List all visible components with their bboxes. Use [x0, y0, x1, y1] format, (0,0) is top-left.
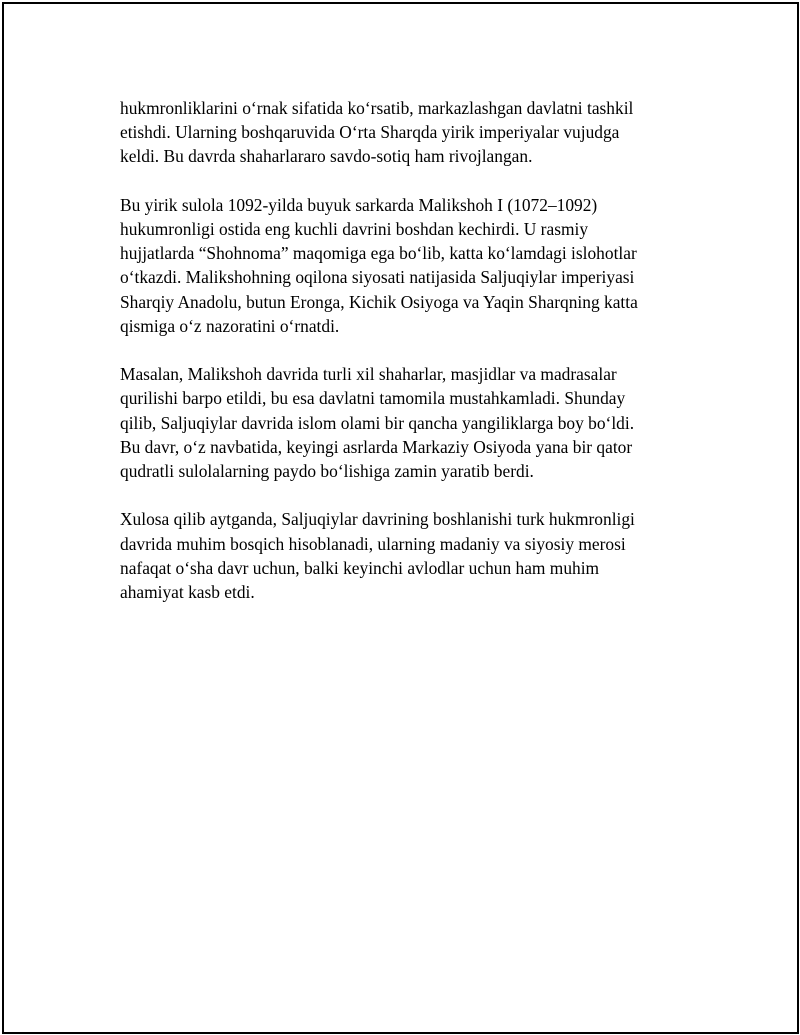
paragraph-4	[120, 507, 680, 604]
text-line: hukmronliklarini oʻrnak sifatida koʻrsatib, markazlashgan davlatni tashkil	[120, 98, 634, 118]
text-line: qismiga oʻz nazoratini oʻrnatdi.	[120, 315, 340, 336]
text-line: hukumronligi ostida eng kuchli davrini boshdan kechirdi. U rasmiy	[120, 219, 589, 239]
text-line: nafaqat oʻsha davr uchun, balki keyinchi avlodlar uchun ham muhim	[120, 557, 600, 578]
page-frame	[2, 2, 799, 1034]
text-line: qudratli sulolalarning paydo boʻlishiga zamin yaratib berdi.	[120, 461, 534, 482]
text-line: Sharqiy Anadolu, butun Eronga, Kichik Osiyoga va Yaqin Sharqning katta	[120, 291, 638, 312]
text-line: davrida muhim bosqich hisoblanadi, ularning madaniy va siyosiy merosi	[120, 533, 626, 554]
text-line: Bu yirik sulola 1092-yilda buyuk sarkarda Malikshoh I (1072–1092)	[120, 194, 598, 215]
text-line: Bu davr, oʻz navbatida, keyingi asrlarda Markaziy Osiyoda yana bir qator	[120, 436, 633, 457]
text-line: etishdi. Ularning boshqaruvida Oʻrta Sharqda yirik imperiyalar vujudga	[120, 122, 620, 143]
text-line: qurilishi barpo etildi, bu esa davlatni tamomila mustahkamladi. Shunday	[120, 388, 626, 409]
text-line: keldi. Bu davrda shaharlararo savdo-sotiq ham rivojlangan.	[120, 146, 533, 167]
document-body	[120, 96, 680, 628]
text-line: hujjatlarda “Shohnoma” maqomiga ega boʻlib, katta koʻlamdagi islohotlar	[120, 243, 637, 264]
paragraph-3	[120, 362, 680, 483]
text-line: qilib, Saljuqiylar davrida islom olami bir qancha yangiliklarga boy boʻldi.	[120, 412, 635, 433]
paragraph-2	[120, 193, 680, 338]
text-line: Masalan, Malikshoh davrida turli xil shaharlar, masjidlar va madrasalar	[120, 364, 617, 385]
paragraph-1	[120, 96, 680, 169]
text-line: ahamiyat kasb etdi.	[120, 582, 255, 603]
text-line: oʻtkazdi. Malikshohning oqilona siyosati natijasida Saljuqiylar imperiyasi	[120, 267, 635, 288]
text-line: Xulosa qilib aytganda, Saljuqiylar davrining boshlanishi turk hukmronligi	[120, 509, 635, 530]
